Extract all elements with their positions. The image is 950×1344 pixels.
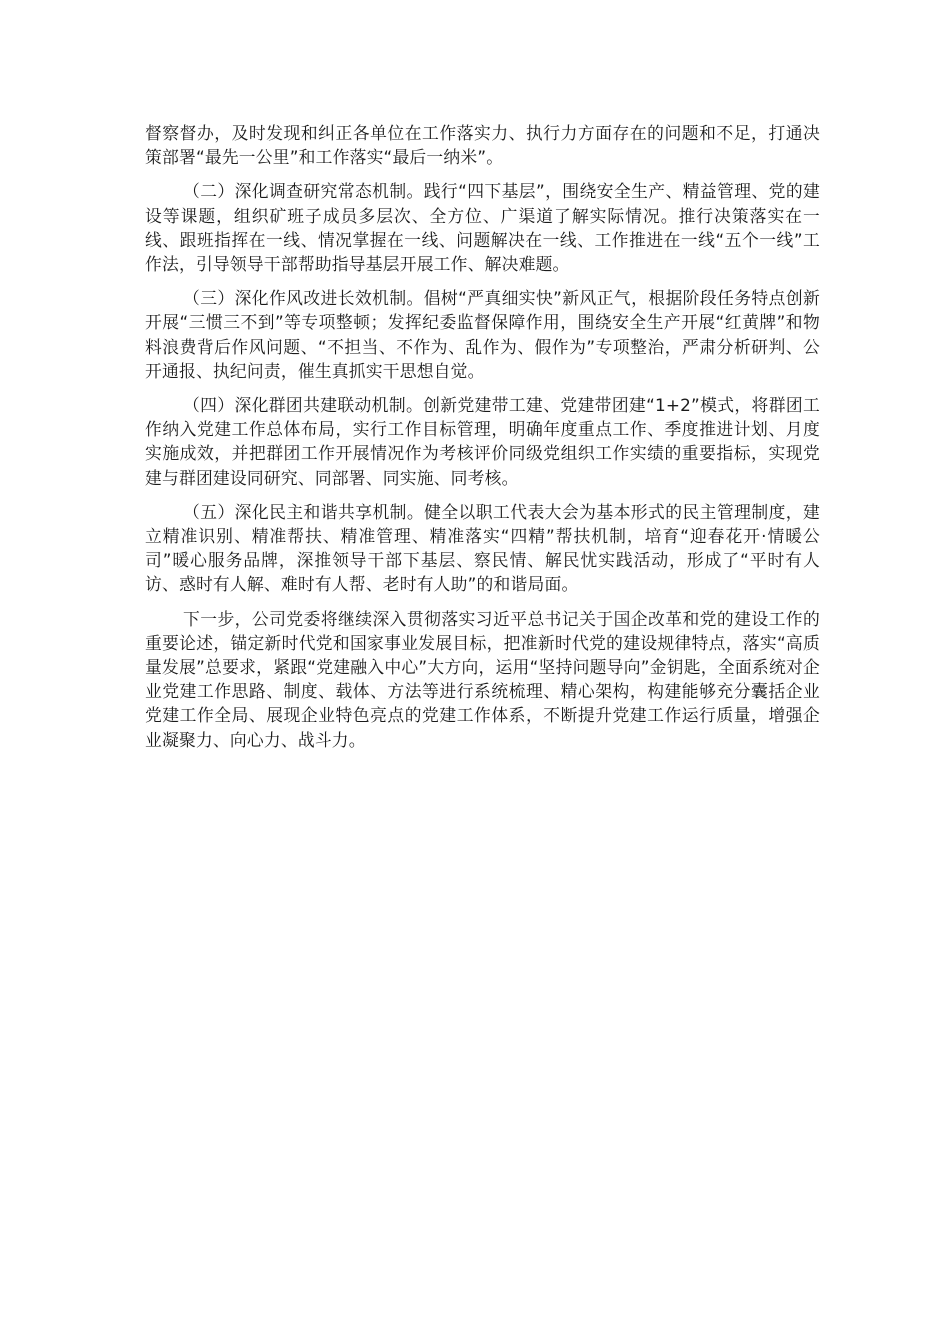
paragraph-next-steps: 下一步，公司党委将继续深入贯彻落实习近平总书记关于国企改革和党的建设工作的重要论述，锚定新时代党和国家事业发展目标，把准新时代党的建设规律特点，落实“高质量发展”总要求，紧跟“党建融入中心”大方向，运用“坚持问题导向”金钥匙，全面系统对企业党建工作思路、制度、载体、方法等进行系统梳理、精心架构，构建能够充分囊括企业党建工作全局、展现企业特色亮点的党建工作体系，不断提升党建工作运行质量，增强企业凝聚力、向心力、战斗力。 [145,608,820,750]
paragraph-continuation: 督察督办，及时发现和纠正各单位在工作落实力、执行力方面存在的问题和不足，打通决策部署“最先一公里”和工作落实“最后一纳米”。 [145,123,820,168]
paragraph-democracy-mechanism: （五）深化民主和谐共享机制。健全以职工代表大会为基本形式的民主管理制度，建立精准识别、精准帮扶、精准管理、精准落实“四精”帮扶机制，培育“迎春花开·情暖公司”暖心服务品牌，深推领导干部下基层、察民情、解民忧实践活动，形成了“平时有人访、惑时有人解、难时有人帮、老时有人助”的和谐局面。 [145,501,820,595]
paragraph-mass-organization-mechanism: （四）深化群团共建联动机制。创新党建带工建、党建带团建“1+2”模式，将群团工作纳入党建工作总体布局，实行工作目标管理，明确年度重点工作、季度推进计划、月度实施成效，并把群团工作开展情况作为考核评价同级党组织工作实绩的重要指标，实现党建与群团建设同研究、同部署、同实施、同考核。 [145,395,820,488]
document-body [145,121,820,762]
paragraph-work-style-mechanism: （三）深化作风改进长效机制。倡树“严真细实快”新风正气，根据阶段任务特点创新开展“三惯三不到”等专项整顿；发挥纪委监督保障作用，围绕安全生产开展“红黄牌”和物料浪费背后作风问题、“不担当、不作为、乱作为、假作为”专项整治，严肃分析研判、公开通报、执纪问责，催生真抓实干思想自觉。 [145,288,820,381]
paragraph-research-mechanism: （二）深化调查研究常态机制。践行“四下基层”，围绕安全生产、精益管理、党的建设等课题，组织矿班子成员多层次、全方位、广渠道了解实际情况。推行决策落实在一线、跟班指挥在一线、情况掌握在一线、问题解决在一线、工作推进在一线“五个一线”工作法，引导领导干部帮助指导基层开展工作、解决难题。 [145,181,820,275]
